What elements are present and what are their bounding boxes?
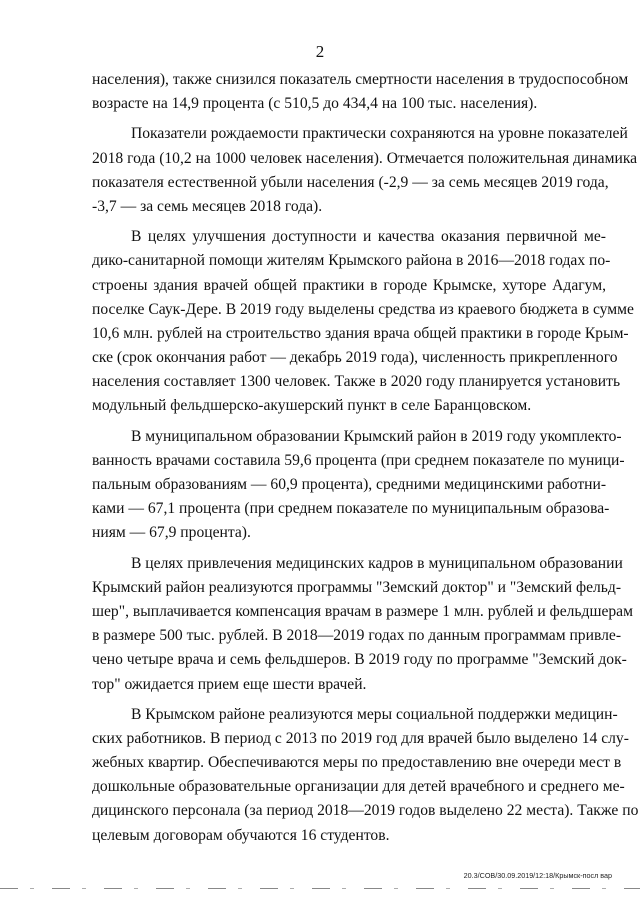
text-line: тор" ожидается прием еще шести врачей. xyxy=(92,675,367,693)
text-line: показателя естественной убыли населения (-2,9 — за семь месяцев 2019 года, xyxy=(92,173,609,191)
scan-artifact-line xyxy=(0,888,640,889)
text-line: ниям — 67,9 процента). xyxy=(92,524,251,542)
text-line: ских работников. В период с 2013 по 2019 год для врачей было выделено 14 слу- xyxy=(92,729,629,747)
paragraph xyxy=(92,425,625,546)
text-line: в размере 500 тыс. рублей. В 2018—2019 годах по данным программам привле- xyxy=(92,627,622,645)
text-line: В муниципальном образовании Крымский район в 2019 году укомплекто- xyxy=(131,427,622,445)
text-line: ванность врачами составила 59,6 процента (при среднем показателе по муници- xyxy=(92,451,625,469)
text-line: В целях привлечения медицинских кадров в муниципальном образовании xyxy=(131,554,623,572)
body-text xyxy=(92,68,639,848)
paragraph xyxy=(92,68,629,116)
text-line: ске (срок окончания работ — декабрь 2019 года), численность прикрепленного xyxy=(92,349,618,367)
paragraph xyxy=(92,552,633,697)
text-line: 10,6 млн. рублей на строительство здания врача общей практики в городе Крым- xyxy=(92,324,629,342)
text-line: 2018 года (10,2 на 1000 человек населения). Отмечается положительная динамика xyxy=(92,149,638,167)
text-line: модульный фельдшерско-акушерский пункт в селе Баранцовском. xyxy=(92,397,532,415)
text-line: пальным образованиям — 60,9 процента), средними медицинскими работни- xyxy=(92,476,607,493)
text-line: ками — 67,1 процента (при среднем показателе по муниципальным образова- xyxy=(92,500,610,518)
text-line: В Крымском районе реализуются меры социальной поддержки медицин- xyxy=(131,705,618,723)
text-line: населения), также снизился показатель смертности населения в трудоспособном xyxy=(92,71,629,88)
footer-reference: 20.3/COB/30.09.2019/12:18/Крымск-посл вар xyxy=(463,871,612,880)
text-line: возрасте на 14,9 процента (с 510,5 до 434,4 на 100 тыс. населения). xyxy=(92,95,538,113)
text-line: дошкольные образовательные организации для детей врачебного и среднего ме- xyxy=(92,778,625,796)
text-line: Крымский район реализуются программы "Земский доктор" и "Земский фельд- xyxy=(92,578,622,596)
text-line: строены здания врачей общей практики в городе Крымске, хуторе Адагум, xyxy=(92,276,606,294)
text-line: шер", выплачивается компенсация врачам в размере 1 млн. рублей и фельдшерам xyxy=(92,602,633,620)
text-line: В целях улучшения доступности и качества оказания первичной ме- xyxy=(131,228,606,246)
paragraph xyxy=(92,703,639,848)
text-line: чено четыре врача и семь фельдшеров. В 2019 году по программе "Земский док- xyxy=(92,651,627,669)
paragraph xyxy=(92,225,634,419)
text-line: -3,7 — за семь месяцев 2018 года). xyxy=(92,197,323,215)
text-line: дико-санитарной помощи жителям Крымского района в 2016—2018 годах по- xyxy=(92,252,611,270)
text-line: населения составляет 1300 человек. Также в 2020 году планируется установить xyxy=(92,373,621,391)
text-line: дицинского персонала (за период 2018—2019 годов выделено 22 места). Также по xyxy=(92,802,639,820)
text-line: жебных квартир. Обеспечиваются меры по предоставлению вне очереди мест в xyxy=(92,754,622,772)
text-line: поселке Саук-Дере. В 2019 году выделены средства из краевого бюджета в сумме xyxy=(92,300,634,318)
page-number: 2 xyxy=(315,42,325,61)
text-line: целевым договорам обучаются 16 студентов. xyxy=(92,826,390,844)
paragraph xyxy=(92,122,638,219)
text-line: Показатели рождаемости практически сохраняются на уровне показателей xyxy=(131,125,628,143)
